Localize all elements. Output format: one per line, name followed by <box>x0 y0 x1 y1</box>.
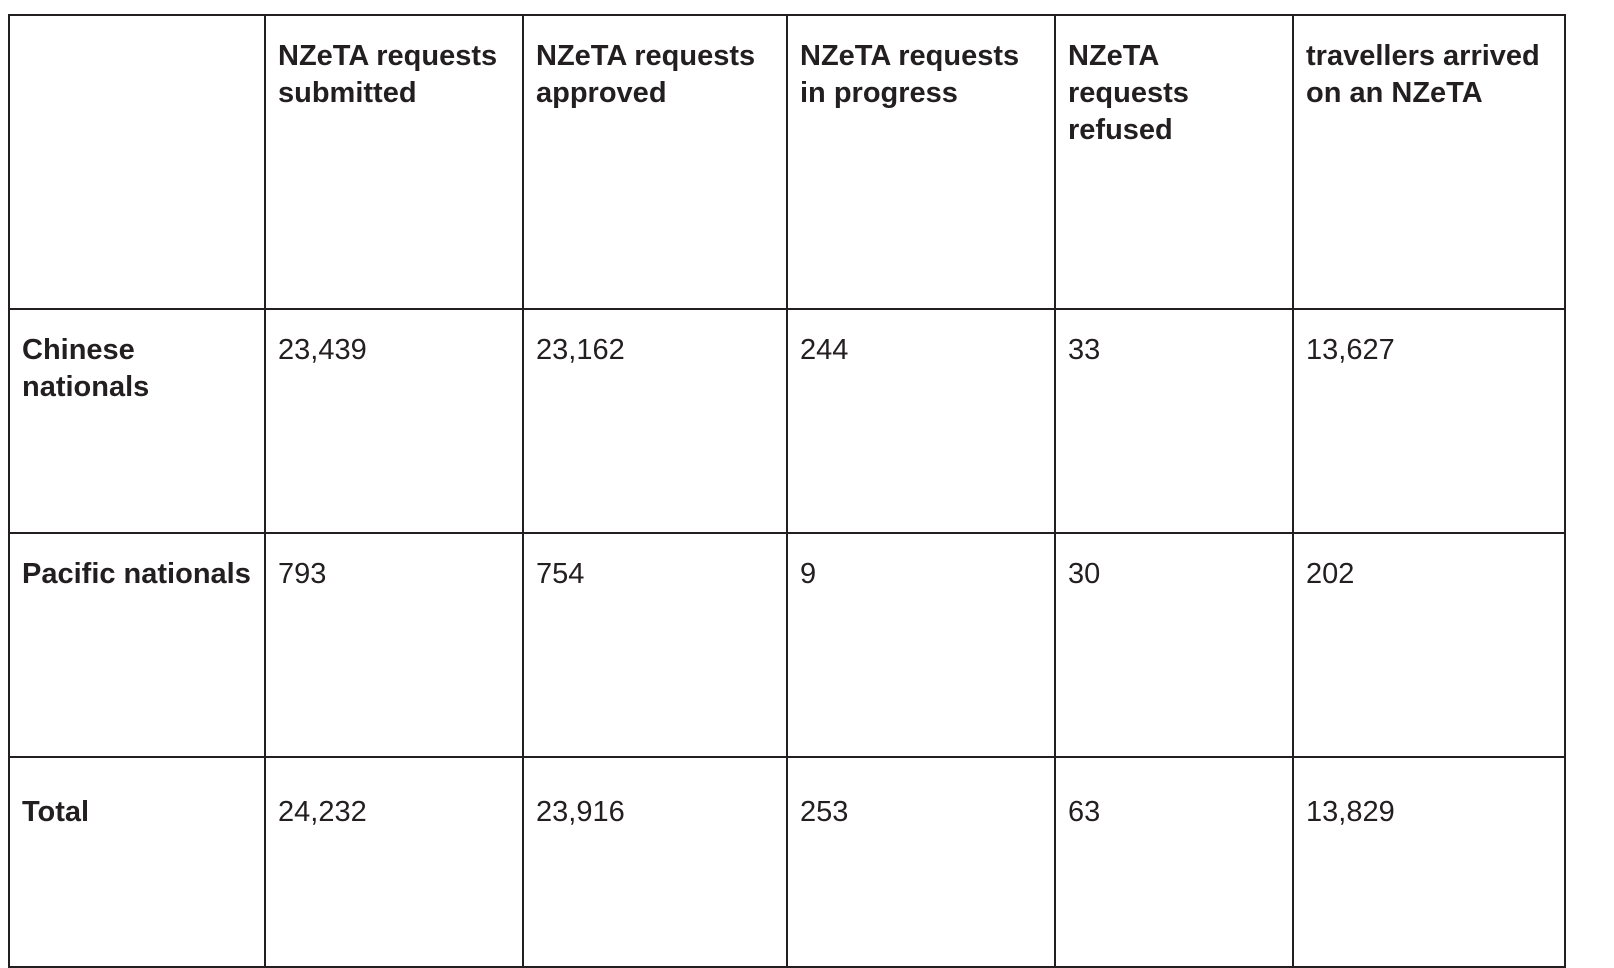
cell-chinese-submitted: 23,439 <box>265 309 523 533</box>
column-header-requests-submitted: NZeTA requests submitted <box>265 15 523 309</box>
table-header <box>9 15 1565 309</box>
cell-chinese-refused: 33 <box>1055 309 1293 533</box>
cell-pacific-refused: 30 <box>1055 533 1293 757</box>
table-body <box>9 309 1565 967</box>
table-row <box>9 533 1565 757</box>
cell-pacific-approved: 754 <box>523 533 787 757</box>
cell-total-submitted: 24,232 <box>265 757 523 967</box>
cell-total-in-progress: 253 <box>787 757 1055 967</box>
cell-pacific-submitted: 793 <box>265 533 523 757</box>
column-header-requests-approved: NZeTA requests approved <box>523 15 787 309</box>
table-corner-cell <box>9 15 265 309</box>
row-label-pacific-nationals: Pacific nationals <box>9 533 265 757</box>
cell-pacific-arrived: 202 <box>1293 533 1565 757</box>
cell-chinese-approved: 23,162 <box>523 309 787 533</box>
table-row <box>9 309 1565 533</box>
cell-chinese-arrived: 13,627 <box>1293 309 1565 533</box>
column-header-travellers-arrived: travellers arrived on an NZeTA <box>1293 15 1565 309</box>
table-row-total <box>9 757 1565 967</box>
nzeta-statistics-table <box>8 14 1566 968</box>
cell-total-refused: 63 <box>1055 757 1293 967</box>
cell-total-arrived: 13,829 <box>1293 757 1565 967</box>
column-header-requests-in-progress: NZeTA requests in progress <box>787 15 1055 309</box>
cell-total-approved: 23,916 <box>523 757 787 967</box>
table-header-row <box>9 15 1565 309</box>
row-label-chinese-nationals: Chinese nationals <box>9 309 265 533</box>
cell-chinese-in-progress: 244 <box>787 309 1055 533</box>
cell-pacific-in-progress: 9 <box>787 533 1055 757</box>
row-label-total: Total <box>9 757 265 967</box>
column-header-requests-refused: NZeTA requests refused <box>1055 15 1293 309</box>
